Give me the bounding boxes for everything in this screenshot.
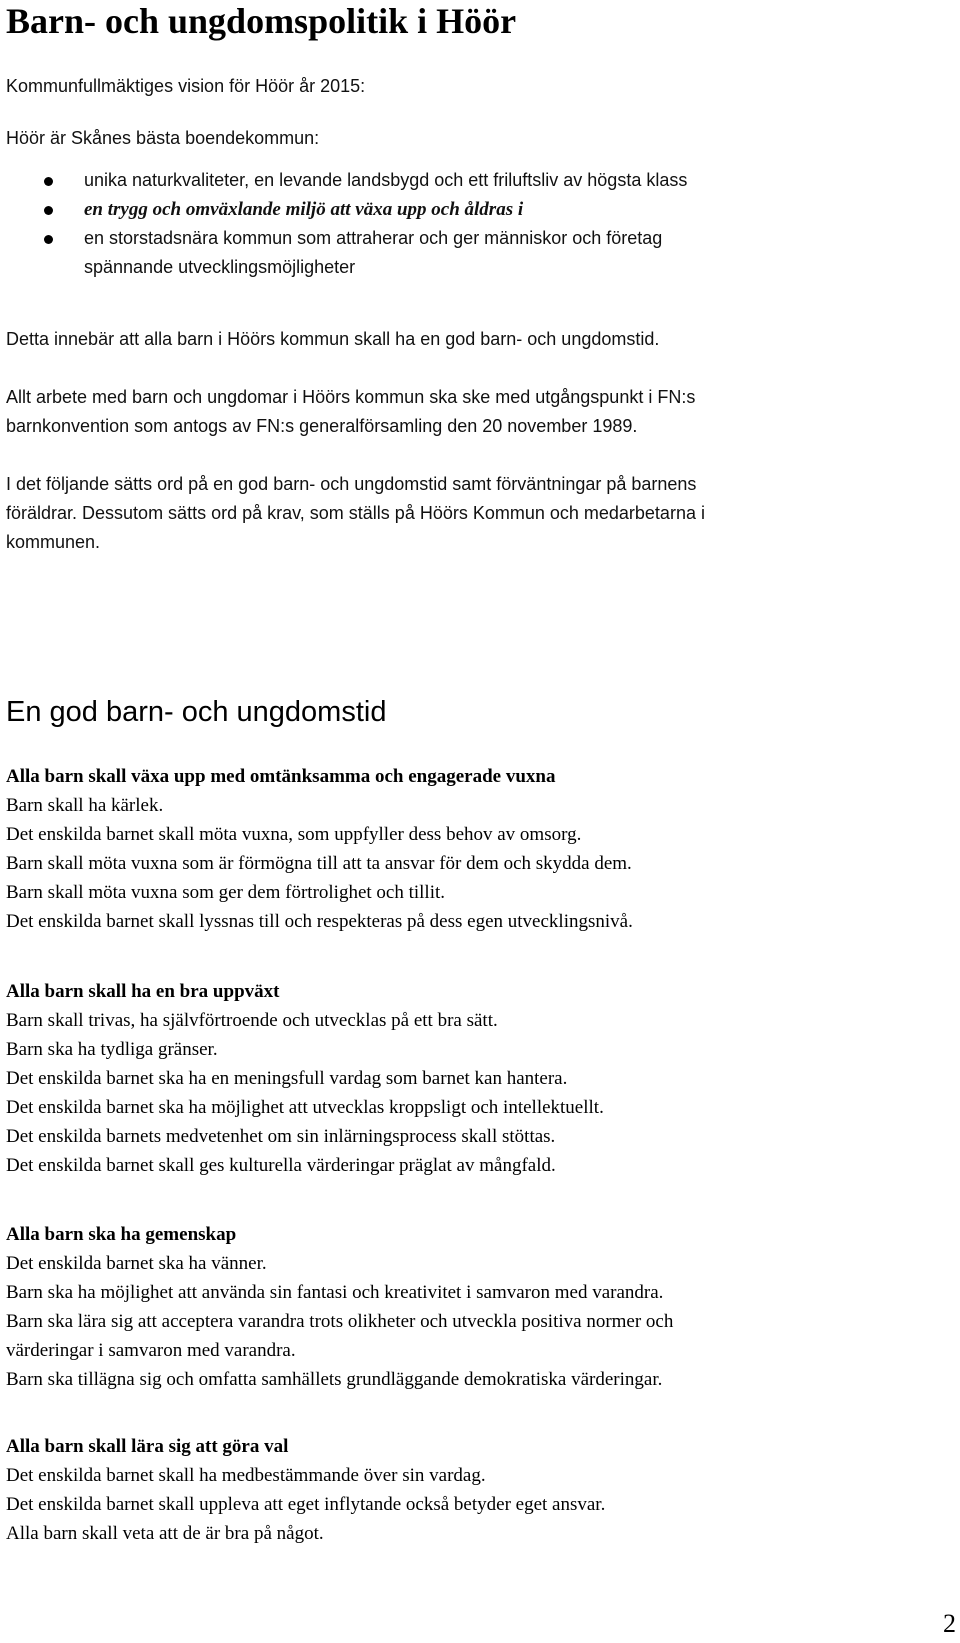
vision-bullet: en trygg och omväxlande miljö att växa upp och åldras i — [6, 195, 687, 224]
vision-bullet-continuation: spännande utvecklingsmöjligheter — [84, 257, 356, 277]
section-line: Det enskilda barnet skall ha medbestämmande över sin vardag. — [6, 1465, 486, 1486]
section-line: värderingar i samvaron med varandra. — [6, 1340, 296, 1361]
section-title: En god barn- och ungdomstid — [6, 696, 387, 728]
section-heading: Alla barn skall växa upp med omtänksamma och engagerade vuxna — [6, 766, 556, 787]
section-heading: Alla barn ska ha gemenskap — [6, 1224, 237, 1245]
section-line: Det enskilda barnet ska ha vänner. — [6, 1253, 267, 1274]
section-line: Det enskilda barnets medvetenhet om sin inlärningsprocess skall stöttas. — [6, 1126, 556, 1147]
paragraph-un-convention-line: barnkonvention som antogs av FN:s generalförsamling den 20 november 1989. — [6, 416, 638, 436]
paragraph-expectations-line: I det följande sätts ord på en god barn- och ungdomstid samt förväntningar på barnens — [6, 474, 697, 494]
vision-bullet-list — [6, 166, 687, 282]
page-number: 2 — [943, 1609, 956, 1638]
paragraph-un-convention-line: Allt arbete med barn och ungdomar i Höörs kommun ska ske med utgångspunkt i FN:s — [6, 387, 696, 407]
section-line: Barn skall möta vuxna som är förmögna till att ta ansvar för dem och skydda dem. — [6, 853, 632, 874]
section-line: Det enskilda barnet skall uppleva att eget inflytande också betyder eget ansvar. — [6, 1494, 606, 1515]
vision-bullet: en storstadsnära kommun som attraherar och ger människor och företag — [6, 224, 687, 253]
section-line: Det enskilda barnet skall lyssnas till och respekteras på dess egen utvecklingsnivå. — [6, 911, 633, 932]
vision-bullet: unika naturkvaliteter, en levande landsbygd och ett friluftsliv av högsta klass — [6, 166, 687, 195]
section-line: Barn ska lära sig att acceptera varandra trots olikheter och utveckla positiva normer och — [6, 1311, 674, 1332]
vision-intro: Höör är Skånes bästa boendekommun: — [6, 128, 320, 148]
section-line: Barn skall trivas, ha självförtroende och utvecklas på ett bra sätt. — [6, 1010, 498, 1031]
bullet-icon — [44, 206, 53, 215]
section-line: Det enskilda barnet skall ges kulturella värderingar präglat av mångfald. — [6, 1155, 556, 1176]
section-line: Alla barn skall veta att de är bra på något. — [6, 1523, 324, 1544]
bullet-icon — [44, 177, 53, 186]
paragraph-expectations-line: föräldrar. Dessutom sätts ord på krav, som ställs på Höörs Kommun och medarbetarna i — [6, 503, 705, 523]
section-line: Det enskilda barnet ska ha möjlighet att utvecklas kroppsligt och intellektuellt. — [6, 1097, 604, 1118]
section-line: Det enskilda barnet skall möta vuxna, som uppfyller dess behov av omsorg. — [6, 824, 582, 845]
document-title: Barn- och ungdomspolitik i Höör — [6, 1, 517, 41]
paragraph-expectations-line: kommunen. — [6, 532, 101, 552]
section-line: Barn skall ha kärlek. — [6, 795, 164, 816]
section-heading: Alla barn skall lära sig att göra val — [6, 1436, 289, 1457]
section-caring-adults — [6, 762, 633, 936]
section-line: Det enskilda barnet ska ha en meningsfull vardag som barnet kan hantera. — [6, 1068, 568, 1089]
bullet-icon — [44, 235, 53, 244]
section-community — [6, 1220, 673, 1394]
vision-heading: Kommunfullmäktiges vision för Höör år 2015: — [6, 76, 366, 96]
paragraph-intro: Detta innebär att alla barn i Höörs kommun skall ha en god barn- och ungdomstid. — [6, 329, 660, 349]
section-good-upbringing — [6, 977, 604, 1180]
section-choices — [6, 1432, 605, 1548]
section-line: Barn ska tillägna sig och omfatta samhällets grundläggande demokratiska värderingar. — [6, 1369, 663, 1390]
section-heading: Alla barn skall ha en bra uppväxt — [6, 981, 280, 1002]
section-line: Barn ska ha tydliga gränser. — [6, 1039, 218, 1060]
section-line: Barn ska ha möjlighet att använda sin fantasi och kreativitet i samvaron med varandra. — [6, 1282, 664, 1303]
section-line: Barn skall möta vuxna som ger dem förtrolighet och tillit. — [6, 882, 446, 903]
